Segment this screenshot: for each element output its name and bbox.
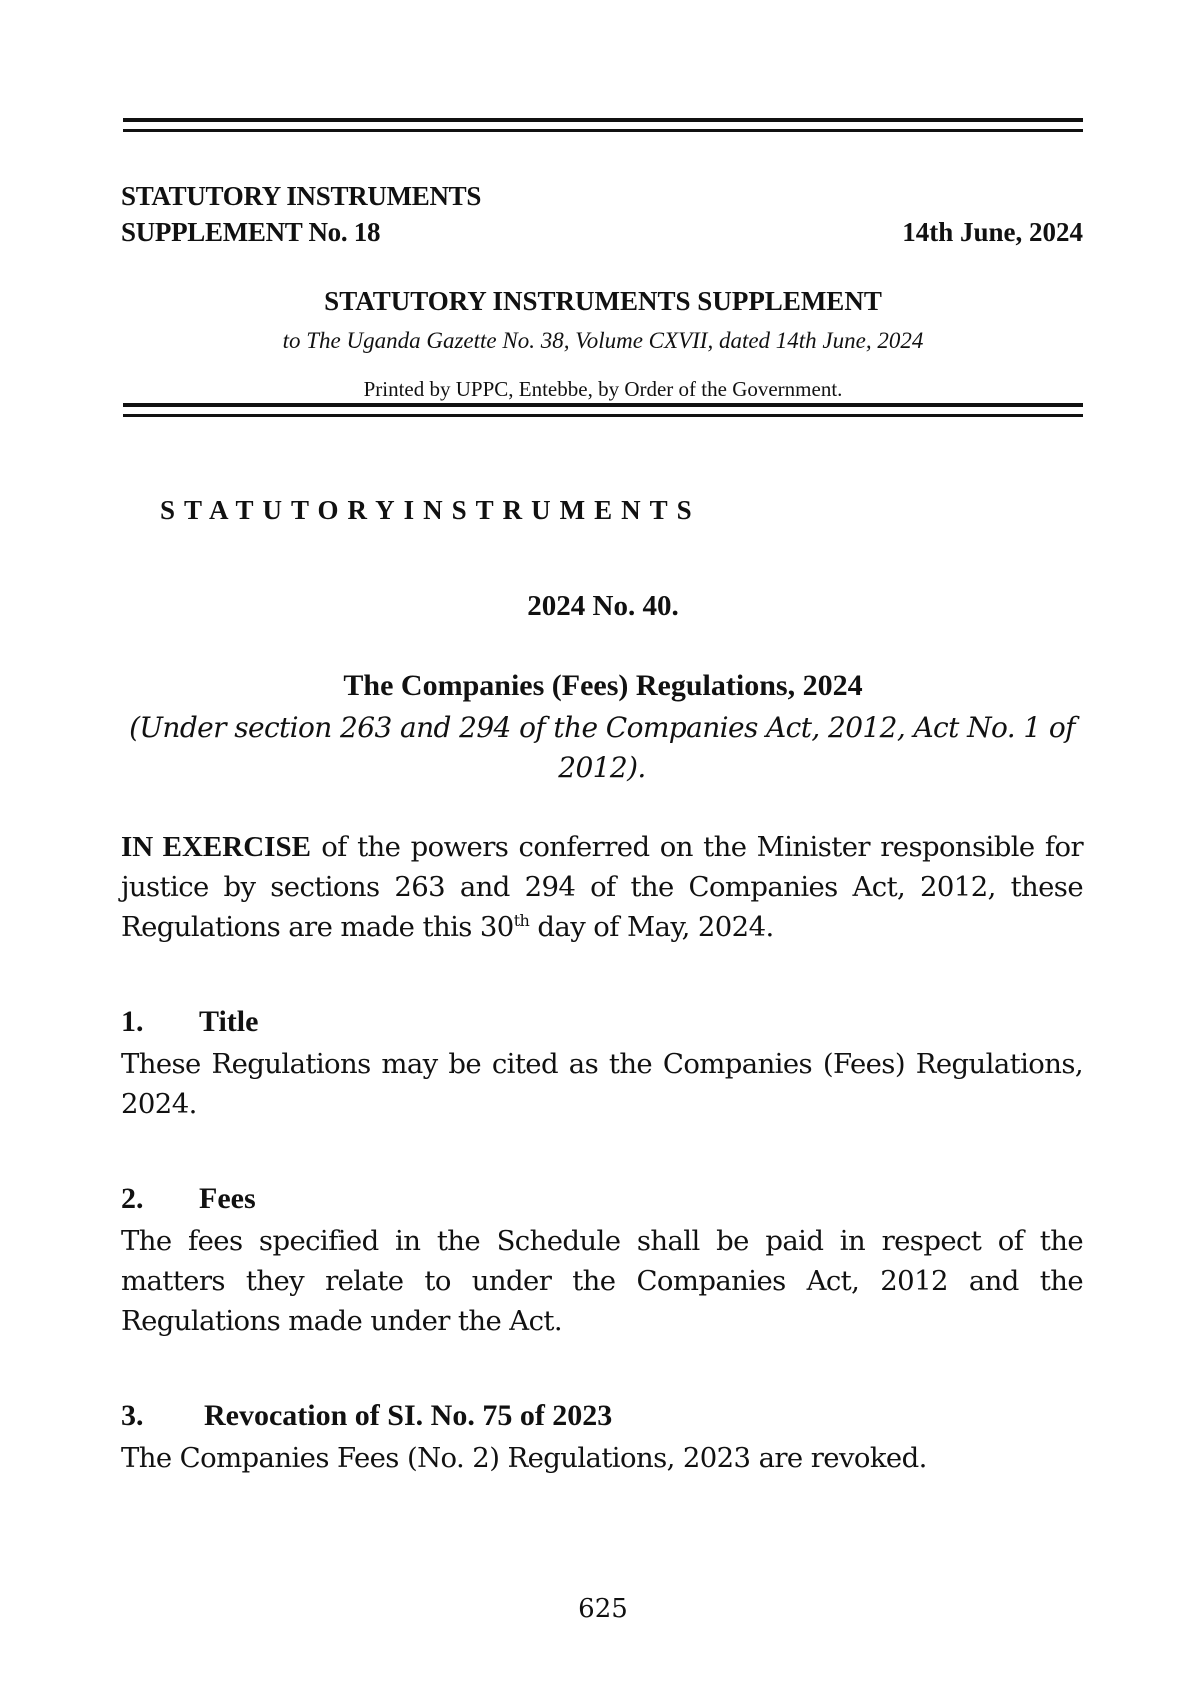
section-text: The fees specified in the Schedule shall be paid in respect of the matters they relate to under the Companies Act, 2012 and the Regulations made under the Act. [121, 1225, 1083, 1337]
section-text: These Regulations may be cited as the Companies (Fees) Regulations, 2024. [121, 1048, 1083, 1120]
gazette-reference: to The Uganda Gazette No. 38, Volume CXVII, dated 14th June, 2024 [282, 328, 924, 353]
preamble-text-end: day of May, 2024. [529, 911, 774, 943]
supplement-header-line1: STATUTORY INSTRUMENTS [121, 181, 482, 211]
preamble-paragraph [121, 827, 1083, 947]
regulation-title: The Companies (Fees) Regulations, 2024 [343, 669, 863, 702]
supplement-title: STATUTORY INSTRUMENTS SUPPLEMENT [324, 286, 882, 316]
page-number: 625 [578, 1594, 628, 1624]
statutory-instruments-heading: STATUTORYINSTRUMENTS [160, 495, 701, 525]
regulation-authority: (Under section 263 and 294 of the Companies Act, 2012, Act No. 1 of 2012). [129, 711, 1075, 784]
bottom-double-rule [123, 403, 1083, 417]
supplement-date: 14th June, 2024 [902, 217, 1083, 247]
section-heading [121, 1003, 258, 1041]
supplement-number: SUPPLEMENT No. 18 [121, 217, 381, 247]
instrument-number: 2024 No. 40. [527, 590, 679, 622]
section-title: Revocation of SI. No. 75 of 2023 [204, 1399, 613, 1432]
section-heading [121, 1180, 256, 1218]
section-text: The Companies Fees (No. 2) Regulations, 2023 are revoked. [121, 1442, 927, 1474]
section-number: 3. [121, 1399, 144, 1432]
printer-notice: Printed by UPPC, Entebbe, by Order of the Government. [363, 377, 843, 401]
section-heading [121, 1397, 612, 1435]
preamble-lead: IN EXERCISE [121, 831, 311, 863]
section-number: 1. [121, 1005, 144, 1038]
supplement-header [121, 178, 481, 250]
top-double-rule [123, 118, 1083, 132]
section-title: Title [199, 1005, 259, 1038]
ordinal-suffix: th [513, 910, 530, 930]
section-number: 2. [121, 1182, 144, 1215]
section-title: Fees [199, 1182, 256, 1215]
preamble-text: of the powers conferred on the Minister responsible for justice by sections 263 and 294 of the Companies Act, 2012, these Regulations are made this 30 [121, 831, 1083, 943]
